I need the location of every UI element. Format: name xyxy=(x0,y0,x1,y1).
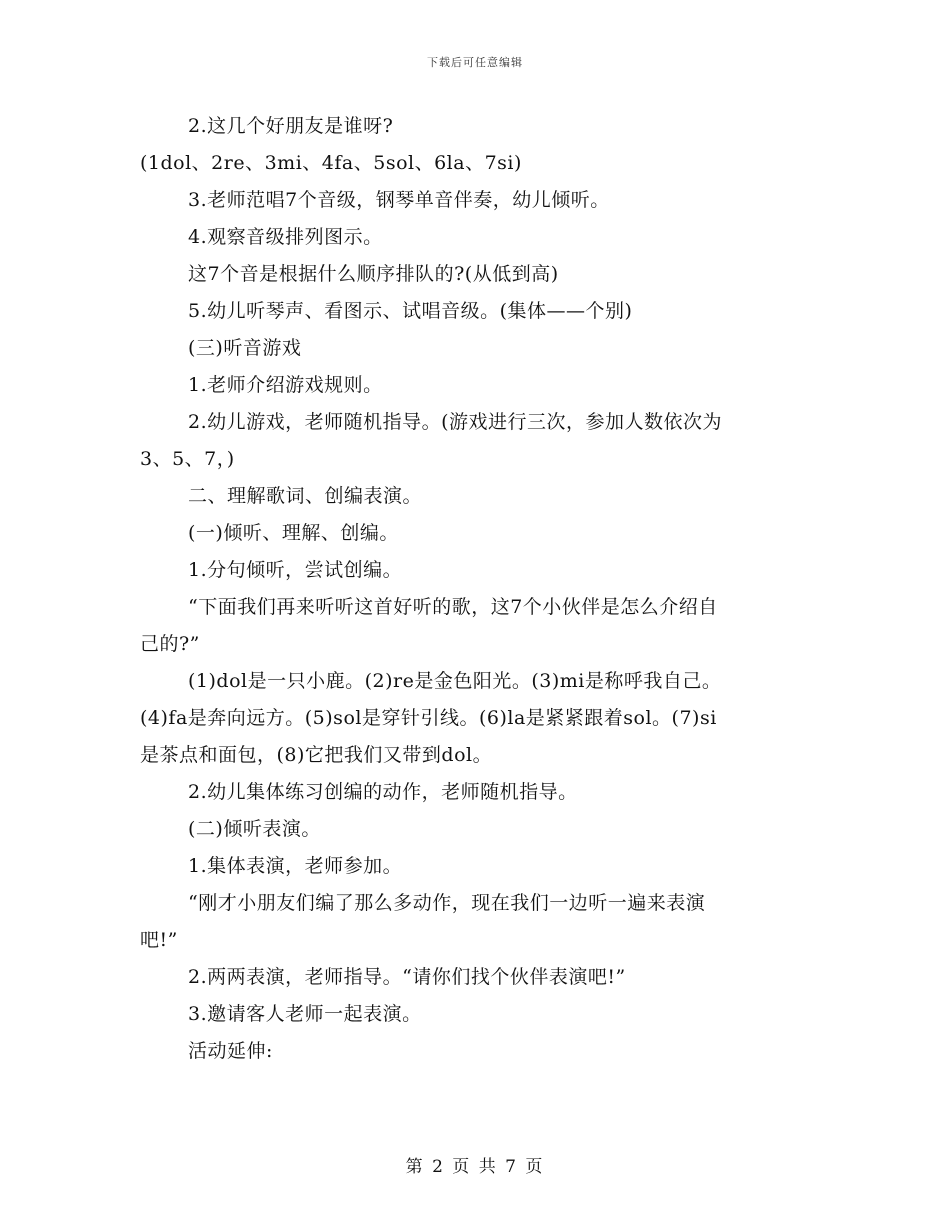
body-line: 1.集体表演，老师参加。 xyxy=(188,855,403,877)
body-line: 3、5、7，) xyxy=(140,448,235,470)
page-header: 下载后可任意编辑 xyxy=(427,56,523,69)
document-body xyxy=(140,108,810,1070)
body-line: (1)dol是一只小鹿。(2)re是金色阳光。(3)mi是称呼我自己。 xyxy=(188,670,722,692)
body-line: “下面我们再来听听这首好听的歌，这7个小伙伴是怎么介绍自 xyxy=(188,596,718,618)
body-line: 4.观察音级排列图示。 xyxy=(188,226,383,248)
body-line: 是茶点和面包，(8)它把我们又带到dol。 xyxy=(140,744,493,766)
body-line: “刚才小朋友们编了那么多动作，现在我们一边听一遍来表演 xyxy=(188,892,706,914)
section-heading: (三)听音游戏 xyxy=(188,337,302,359)
body-line: 1.老师介绍游戏规则。 xyxy=(188,374,383,396)
body-line: 己的?” xyxy=(140,633,200,655)
section-heading: (二)倾听表演。 xyxy=(188,818,321,840)
body-line: 2.幼儿集体练习创编的动作，老师随机指导。 xyxy=(188,781,578,803)
section-heading: 活动延伸: xyxy=(188,1040,273,1062)
body-line: 3.邀请客人老师一起表演。 xyxy=(188,1003,422,1025)
body-line: 2.两两表演，老师指导。“请你们找个伙伴表演吧!” xyxy=(188,966,626,988)
body-line: 2.这几个好朋友是谁呀? xyxy=(188,115,394,137)
body-line: (1dol、2re、3mi、4fa、5sol、6la、7si) xyxy=(140,152,522,174)
body-line: 吧!” xyxy=(140,929,178,951)
body-line: (4)fa是奔向远方。(5)sol是穿针引线。(6)la是紧紧跟着sol。(7)si xyxy=(140,707,717,729)
page-footer: 第 2 页 共 7 页 xyxy=(405,1157,545,1177)
body-line: 2.幼儿游戏，老师随机指导。(游戏进行三次，参加人数依次为 xyxy=(188,411,723,433)
body-line: 1.分句倾听，尝试创编。 xyxy=(188,559,403,581)
section-heading: 二、理解歌词、创编表演。 xyxy=(188,485,423,507)
section-heading: (一)倾听、理解、创编。 xyxy=(188,522,399,544)
body-line: 3.老师范唱7个音级，钢琴单音伴奏，幼儿倾听。 xyxy=(188,189,610,211)
body-line: 5.幼儿听琴声、看图示、试唱音级。(集体——个别) xyxy=(188,300,633,322)
body-line: 这7个音是根据什么顺序排队的?(从低到高) xyxy=(188,263,559,285)
